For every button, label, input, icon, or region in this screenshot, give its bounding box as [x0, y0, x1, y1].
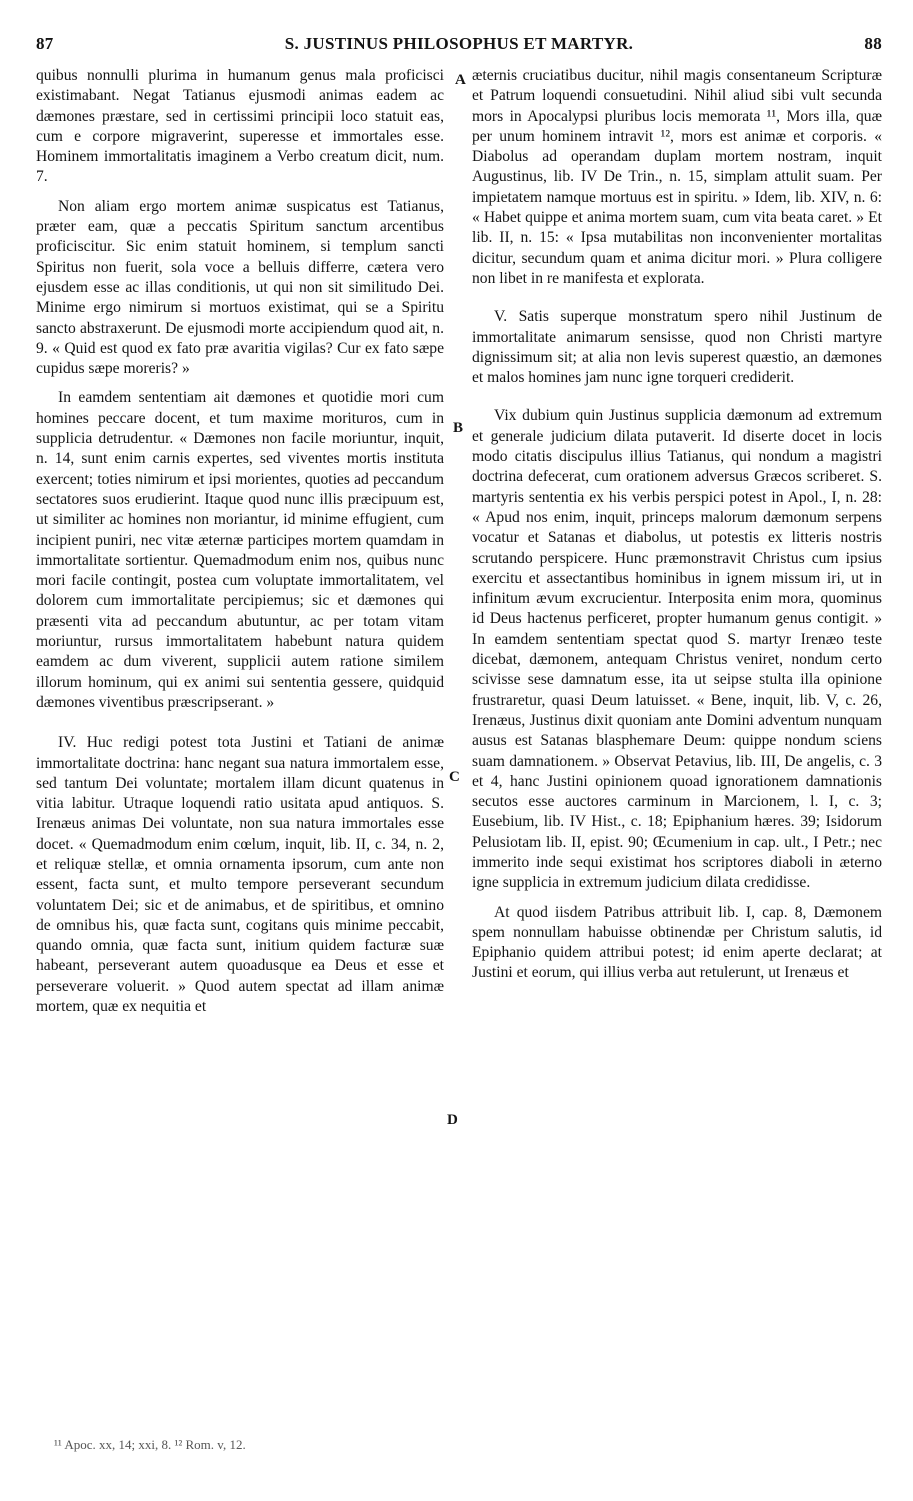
paragraph: æternis cruciatibus ducitur, nihil magis consentaneum Scripturæ et Patrum loquendi consuetudini. Nihil aliud sibi vult secunda mors in Apocalypsi pluribus locis memorata ¹¹, Mors illa, quæ per unum hominem intravit ¹², mors est animæ et corporis. « Diabolus ad operandam duplam mortem nostram, inquit Augustinus, lib. IV De Trin., n. 15, simplam attulit suam. Per impietatem namque mortuus est in spiritu. » Idem, lib. XIV, n. 6: « Habet quippe et anima mortem suam, cum vita beata caret. » Et lib. II, n. 15: « Ipsa mutabilitas non inconvenienter mortalitas dicitur, secundum quam et anima dicitur mori. » Plura colligere non libet in re manifesta et explorata.: [472, 67, 882, 287]
paragraph: Vix dubium quin Justinus supplicia dæmonum ad extremum et generale judicium dilata putaverit. Id diserte docet in locis modo citatis discipulus illius Tatianus, qui nondum a magistri doctrina defecerat, cum orationem adversus Græcos scriberet. S. martyris sententia ex his verbis perspici potest in Apol., I, n. 28: « Apud nos enim, inquit, princeps malorum dæmonum serpens vocatur et Satanas et diabolus, ut potestis ex litteris nostris scrutando perspicere. Hunc præmonstravit Christus cum ipsius exercitu et assectantibus hominibus in ignem missum iri, ut in infinitum ævum excrucientur. Interposita enim mora, quominus id Deus hactenus perficeret, propter humanum genus contigit. » In eamdem sententiam spectat quod S. martyr Irenæo teste dicebat, dæmonem, antequam Christus veniret, nondum certo scivisse sese damnatum esse, ita ut seipse stulta illa opinione frustraretur, quasi Deum latuisset. « Bene, inquit, lib. V, c. 26, Irenæus, Justinus dixit quoniam ante Domini adventum nunquam ausus est Satanas blasphemare Deum: quippe nondum sciens suam damnationem. » Observat Petavius, lib. III, De angelis, c. 3 et 4, hanc Justini opinionem quoad ignorationem damnationis secutos esse auctores carminum in Marcionem, l. I, c. 3; Eusebium, lib. IV Hist., c. 18; Epiphanium hæres. 39; Isidorum Pelusiotam lib. II, epist. 90; Œcumenium in cap. ult., I Petr.; nec immerito inde sequi existimat hos scriptores diaboli in æterno igne supplicia in extremum judicium dilata credidisse.: [472, 407, 882, 892]
section-iv-paragraph: IV. Huc redigi potest tota Justini et Tatiani de animæ immortalitate doctrina: hanc negant sua natura immortalem esse, sed tantum Dei voluntate; mortalem illam dicunt quatenus in vitia labitur. Utraque loquendi ratio usitata apud antiquos. S. Irenæus animas Dei voluntate, non sua natura immortales esse docet. « Quemadmodum enim cœlum, inquit, lib. II, c. 34, n. 2, et reliquæ stellæ, et omnia ornamenta ipsorum, cum ante non essent, facta sunt, et multo tempore perseverant secundum voluntatem Dei; sic et de animabus, et de spiritibus, et omnino de omnibus his, quæ facta sunt, cogitans quis minime peccabit, quando omnia, quæ facta sunt, initium quidem facturæ suæ habeant, perseverant autem quoadusque ea Deus et esse et perseverare voluerit. » Quod autem spectat ad illam animæ mortem, quæ ex nequitia et: [36, 734, 444, 1016]
page-number-left: 87: [36, 34, 54, 53]
right-column: [472, 66, 882, 1436]
paragraph: quibus nonnulli plurima in humanum genus mala proficisci existimabant. Negat Tatianus ejusmodi animas eadem ac dæmones præstare, sed in certissimi principii loco statuit eas, cum e corpore migraverint, superesse et immortales esse. Hominem immortalitatis imaginem a Verbo creatum dicit, num. 7.: [36, 67, 444, 186]
section-v-paragraph: V. Satis superque monstratum spero nihil Justinum de immortalitate animarum sensisse, quod non Christi martyre dignissimum sit; at alia non levis superest quæstio, an dæmones et malos homines jam nunc igne torqueri crediderit.: [472, 308, 882, 387]
margin-marker-c: C: [449, 769, 460, 785]
margin-marker-d: D: [447, 1112, 458, 1128]
footnotes: ¹¹ Apoc. xx, 14; xxi, 8. ¹² Rom. v, 12.: [54, 1437, 246, 1452]
paragraph: In eamdem sententiam ait dæmones et quotidie mori cum homines peccare docent, et tum maxime morituros, cum in supplicia detrudentur. « Dæmones non facile moriuntur, inquit, n. 14, sunt enim carnis expertes, sed viventes mortis instituta exercent; toties nimirum et ipsi morientes, quoties ad peccandum sectatores suos erudierint. Itaque quod nunc illis præcipuum est, ut similiter ac homines non moriantur, id minime effugient, cum incipient puniri, nec vitæ æternæ participes mortem quamdam in immortalitate sortientur. Quemadmodum enim nos, quibus nunc mori facile contingit, postea cum voluptate immortalitatem, vel dolorem cum immortalitate percipiemus; sic et dæmones qui præsenti vita ad peccandum abutuntur, ac per totam vitam moriuntur, rursus immortalitatem habebunt natura quidem eamdem ac dum viverent, supplicii autem ratione similem illorum hominum, qui ex animi sui sententia gessere, quidquid dæmones viventibus præscripserant. »: [36, 389, 444, 711]
margin-marker-a: A: [455, 72, 466, 88]
running-header: [36, 34, 882, 60]
page-number-right: 88: [864, 34, 882, 53]
margin-marker-b: B: [453, 420, 464, 436]
running-title: S. JUSTINUS PHILOSOPHUS ET MARTYR.: [284, 34, 634, 53]
left-column: [36, 66, 444, 1436]
paragraph: Non aliam ergo mortem animæ suspicatus est Tatianus, præter eam, quæ a peccatis Spiritum sanctum arcentibus proficiscitur. Sic enim statuit hominem, si templum sancti Spiritus non fuerit, sola voce a belluis differre, cætera vero ejusdem esse ac illas conditionis, ut qui non sit similitudo Dei. Minime ergo nimirum si mortuos existimat, qui se a Spiritu sancto abstraxerunt. De ejusmodi morte accipiendum quod ait, n. 9. « Quid est quod ex fato præ avaritia vigilas? Cur ex fato sæpe cupidus sæpe moreris? »: [36, 197, 444, 378]
paragraph: At quod iisdem Patribus attribuit lib. I, cap. 8, Dæmonem spem nonnullam habuisse obtinendæ per Christum salutis, id Epiphanio quidem attribui potest; id enim aperte declarat; at Justini et eorum, qui illius verba aut retulerunt, ut Irenæus et: [472, 903, 882, 982]
